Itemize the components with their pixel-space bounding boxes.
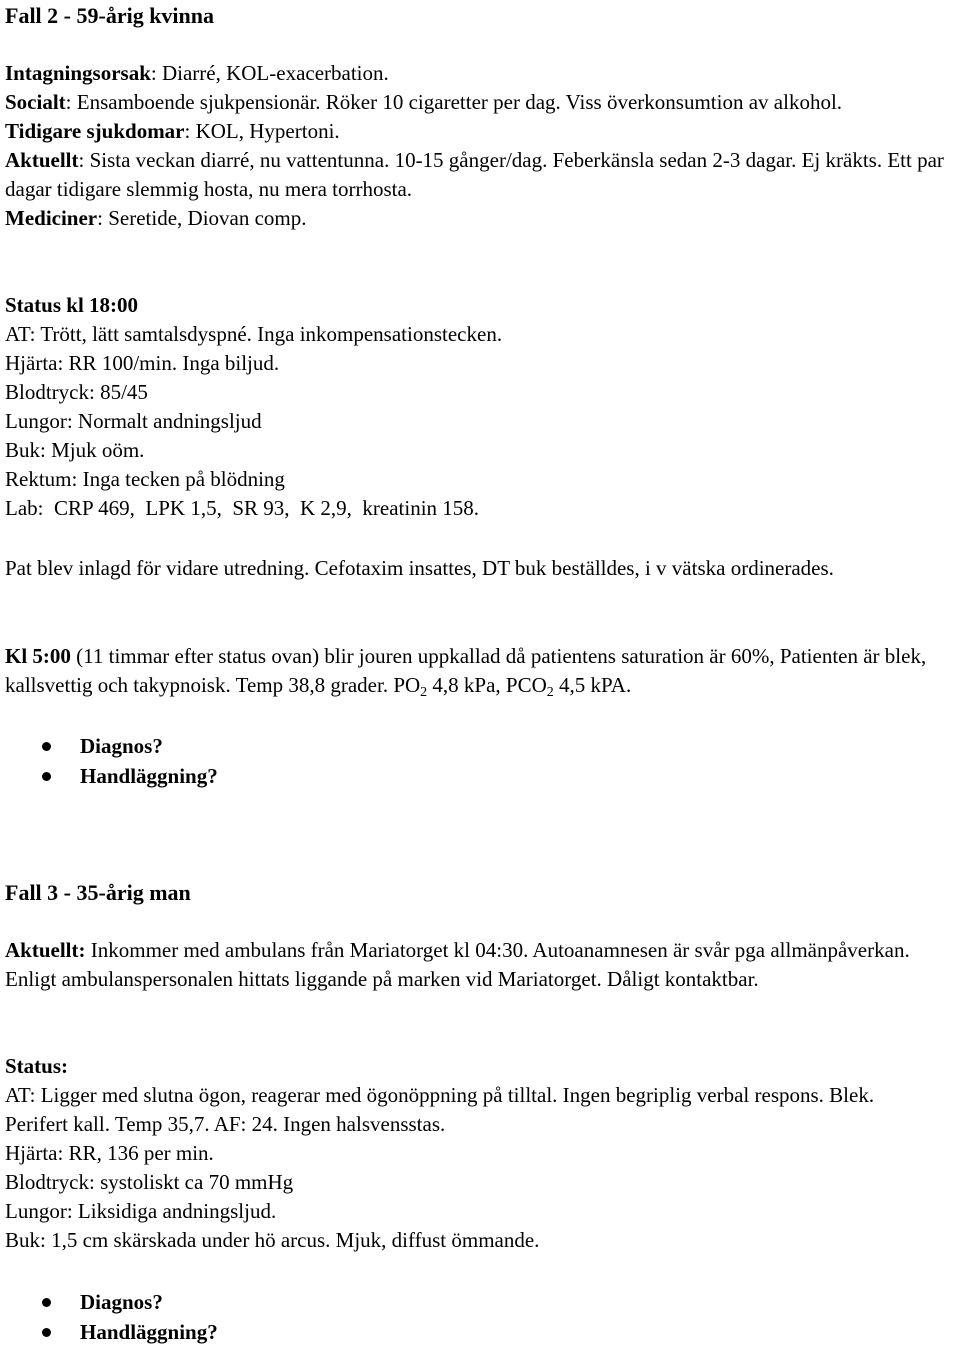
case2-social [5,88,935,117]
followup-text: (11 timmar efter status ovan) blir jouren uppkallad då patientens saturation är 60%, Patienten är blek, kallsvettig och takypnoisk. Temp 38,8 grader. PO [5,644,927,697]
question-item [0,732,960,762]
case2-status-heading: Status kl 18:00 [5,293,139,317]
question-management: Handläggning? [80,764,218,788]
bullet-icon [42,1328,51,1337]
po2-subscript: 2 [420,685,428,700]
case2-questions [0,732,960,792]
case2-current [5,146,955,204]
case3-questions [0,1288,960,1348]
case3-status-heading: Status: [5,1054,69,1078]
status-line: Lungor: Normalt andningsljud [5,409,262,433]
question-item [0,1318,960,1348]
bullet-icon [42,1298,51,1307]
status-line: Blodtryck: 85/45 [5,380,148,404]
history-label: Tidigare sjukdomar [5,119,185,143]
followup-label: Kl 5:00 [5,644,71,668]
admission-label: Intagningsorsak [5,61,151,85]
followup-text: 4,8 kPa, PCO [427,673,547,697]
current-label: Aktuellt [5,148,79,172]
status-line: AT: Trött, lätt samtalsdyspné. Inga inkompensationstecken. [5,322,503,346]
question-diagnosis: Diagnos? [80,734,163,758]
social-label: Socialt [5,90,66,114]
bullet-icon [42,772,51,781]
status-line: Rektum: Inga tecken på blödning [5,467,285,491]
case2-followup [5,642,950,700]
meds-value: : Seretide, Diovan comp. [97,206,307,230]
question-diagnosis: Diagnos? [80,1290,163,1314]
case2-plan: Pat blev inlagd för vidare utredning. Cefotaxim insattes, DT buk beställdes, i v vätska ordinerades. [5,556,834,580]
case3-title: Fall 3 - 35-årig man [5,880,191,905]
status-line: Hjärta: RR 100/min. Inga biljud. [5,351,280,375]
case2-previous-diseases [5,117,955,146]
case2-status-list [5,320,955,523]
case2-medications [5,204,955,233]
case3-current-label: Aktuellt: [5,938,86,962]
pco2-subscript: 2 [546,685,554,700]
case2-history-block [5,59,955,233]
bullet-icon [42,742,51,751]
history-value: : KOL, Hypertoni. [184,119,340,143]
status-line: Blodtryck: systoliskt ca 70 mmHg [5,1170,294,1194]
status-line: Buk: 1,5 cm skärskada under hö arcus. Mjuk, diffust ömmande. [5,1228,540,1252]
case2-title: Fall 2 - 59-årig kvinna [5,3,215,28]
status-line: Lungor: Liksidiga andningsljud. [5,1199,277,1223]
meds-label: Mediciner [5,206,98,230]
status-line: Buk: Mjuk oöm. [5,438,145,462]
current-value: : Sista veckan diarré, nu vattentunna. 10-15 gånger/dag. Feberkänsla sedan 2-3 dagar. Ej kräkts. Ett par dagar tidigare slemmig hosta, nu mera torrhosta. [5,148,944,201]
admission-value: : Diarré, KOL-exacerbation. [150,61,389,85]
status-line: Hjärta: RR, 136 per min. [5,1141,214,1165]
question-item [0,762,960,792]
question-management: Handläggning? [80,1320,218,1344]
status-line: AT: Ligger med slutna ögon, reagerar med ögonöppning på tilltal. Ingen begriplig verbal respons. Blek. Perifert kall. Temp 35,7. AF: 24. Ingen halsvensstas. [5,1083,875,1136]
social-value: : Ensamboende sjukpensionär. Röker 10 cigaretter per dag. Viss överkonsumtion av alkohol. [65,90,843,114]
case3-status-list [5,1081,915,1255]
status-line: Lab: CRP 469, LPK 1,5, SR 93, K 2,9, kreatinin 158. [5,496,480,520]
case3-current [5,936,935,994]
case2-admission [5,59,955,88]
followup-text: 4,5 kPA. [553,673,632,697]
question-item [0,1288,960,1318]
case3-current-value: Inkommer med ambulans från Mariatorget kl 04:30. Autoanamnesen är svår pga allmänpåverkan. Enligt ambulanspersonalen hittats liggande på marken vid Mariatorget. Dåligt kontaktbar. [5,938,910,991]
